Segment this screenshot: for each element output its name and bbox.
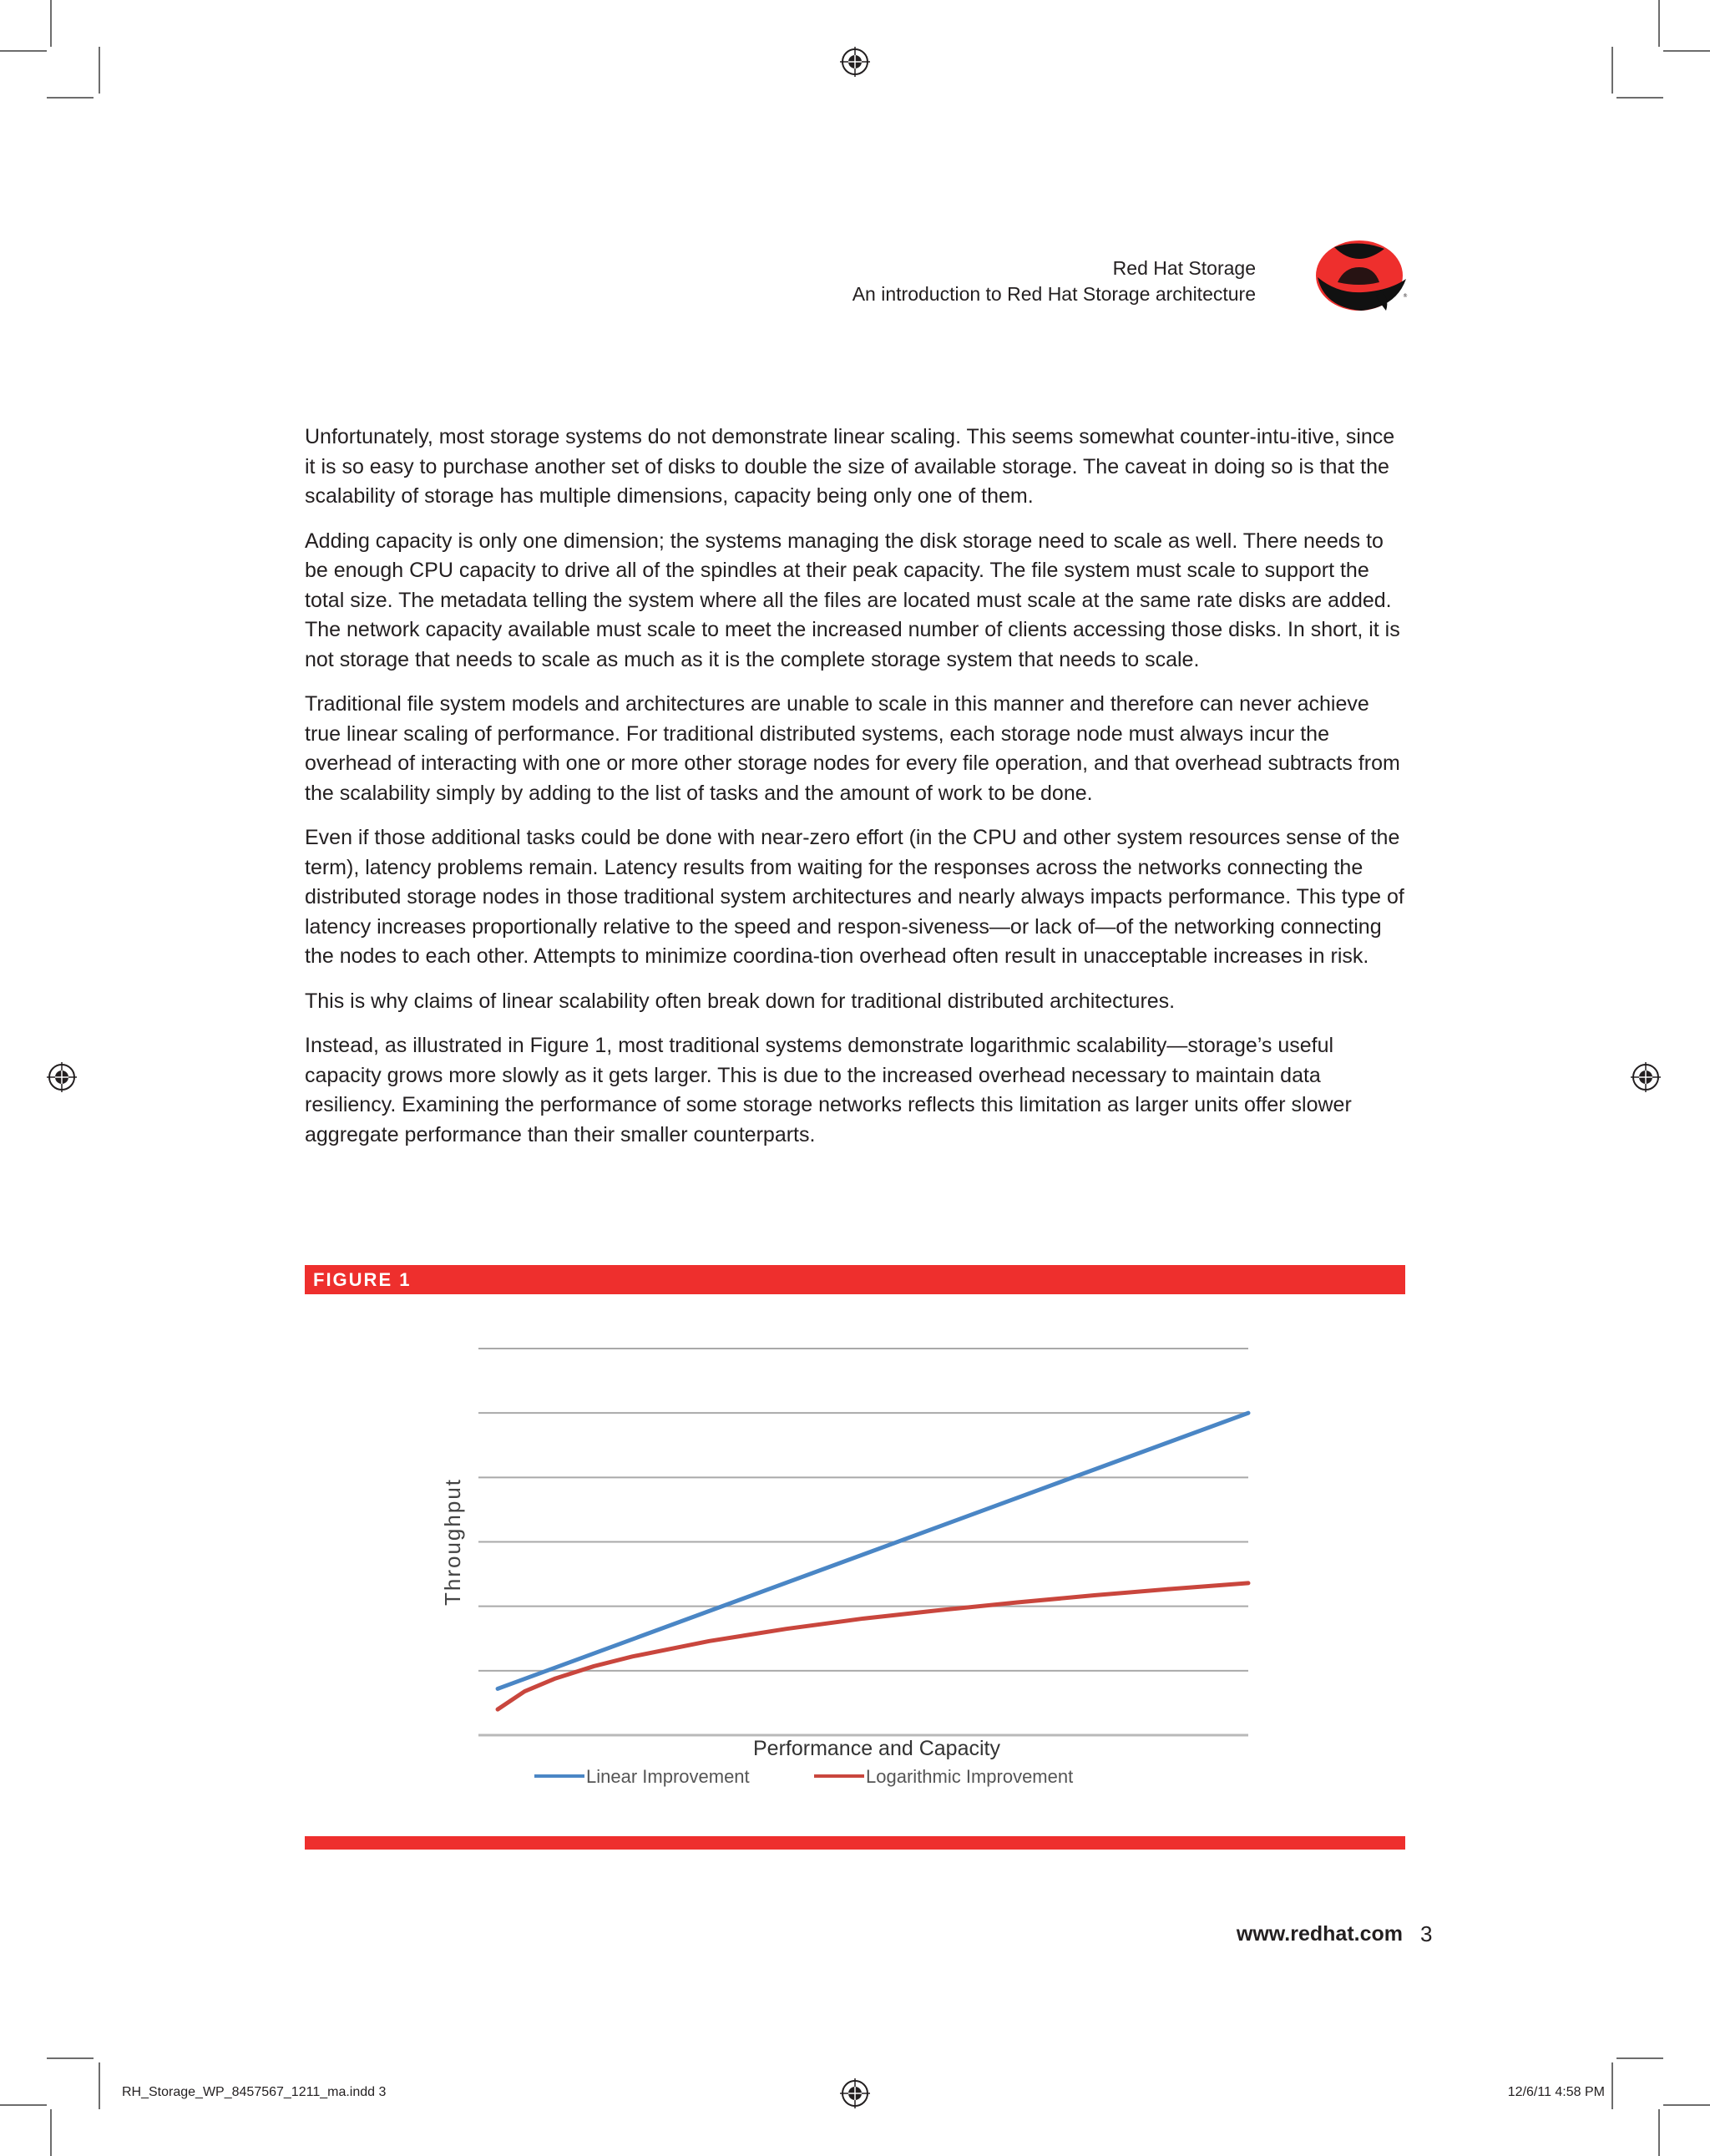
- crop-mark: [47, 2057, 94, 2059]
- registration-mark-icon: [47, 1062, 77, 1092]
- figure-label: FIGURE 1: [313, 1269, 412, 1290]
- registration-mark-icon: [1631, 1062, 1661, 1092]
- paragraph: Even if those additional tasks could be done with near-zero effort (in the CPU and other system resources sense of the term), latency problems remain. Latency results from waiting for the responses across the networks connecting the distributed storage nodes in those traditional system architectures and nearly always impacts performance. This type of latency increases proportionally relative to the speed and respon-siveness—or lack of—of the networking connecting the nodes to each other. Attempts to minimize coordina-tion overhead often result in unacceptable increases in risk.: [305, 826, 1404, 968]
- document-header: [852, 256, 1256, 307]
- crop-mark: [50, 0, 52, 47]
- crop-mark: [50, 2109, 52, 2156]
- series-line-linear-improvement: [498, 1413, 1248, 1688]
- figure-footer-bar: [305, 1836, 1405, 1850]
- crop-mark: [0, 50, 47, 52]
- crop-mark: [1658, 2109, 1660, 2156]
- paragraph: Traditional file system models and architectures are unable to scale in this manner and therefore can never achieve true linear scaling of performance. For traditional distributed systems, each storage node must always incur the overhead of interacting with one or more other storage nodes for every file operation, and that overhead subtracts from the scalability simply by adding to the list of tasks and the amount of work to be done.: [305, 692, 1400, 805]
- paragraph: This is why claims of linear scalability often break down for traditional distributed architectures.: [305, 989, 1176, 1013]
- crop-mark: [99, 2062, 100, 2109]
- crop-mark: [1611, 47, 1613, 94]
- crop-mark: [99, 47, 100, 94]
- paragraph: Adding capacity is only one dimension; the systems managing the disk storage need to scale as well. There needs to be enough CPU capacity to drive all of the spindles at their peak capacity. The file system must scale to support the total size. The metadata telling the system where all the files are located must scale at the same rate disks are added. The network capacity available must scale to meet the increased number of clients accessing those disks. In short, it is not storage that needs to scale as much as it is the complete storage system that needs to scale.: [305, 529, 1400, 671]
- registration-mark-icon: [840, 2078, 870, 2108]
- figure-header-bar: [305, 1265, 1405, 1294]
- paragraph: Unfortunately, most storage systems do not demonstrate linear scaling. This seems somewhat counter-intu-itive, since it is so easy to purchase another set of disks to double the size of available storage. The caveat in doing so is that the scalability of storage has multiple dimensions, capacity being only one of them.: [305, 425, 1395, 508]
- throughput-line-chart: [305, 1303, 1405, 1804]
- x-axis-label: Performance and Capacity: [753, 1737, 1000, 1760]
- series-layer: [498, 1413, 1248, 1709]
- svg-text:®: ®: [1403, 293, 1408, 299]
- body-copy: [305, 423, 1407, 1165]
- legend-label: Logarithmic Improvement: [866, 1766, 1074, 1787]
- crop-mark: [1663, 2104, 1710, 2106]
- crop-mark: [1616, 2057, 1663, 2059]
- page-number: 3: [1420, 1921, 1433, 1946]
- registration-mark-icon: [840, 47, 870, 77]
- y-axis-label: Throughput: [440, 1478, 465, 1606]
- legend-label: Linear Improvement: [586, 1766, 750, 1787]
- crop-mark: [1611, 2062, 1613, 2109]
- crop-mark: [47, 97, 94, 99]
- red-hat-logo-icon: [1313, 234, 1411, 316]
- crop-mark: [1616, 97, 1663, 99]
- crop-mark: [0, 2104, 47, 2106]
- crop-mark: [1658, 0, 1660, 47]
- slug-timestamp: 12/6/11 4:58 PM: [1507, 2085, 1605, 2099]
- slug-filename: RH_Storage_WP_8457567_1211_ma.indd 3: [122, 2085, 387, 2099]
- paragraph: Instead, as illustrated in Figure 1, most traditional systems demonstrate logarithmic scalability—storage’s useful capacity grows more slowly as it gets larger. This is due to the increased overhead necessary to maintain data resiliency. Examining the performance of some storage networks reflects this limitation as larger units offer slower aggregate performance than their smaller counterparts.: [305, 1034, 1352, 1146]
- chart-legend: [534, 1766, 1073, 1787]
- header-subtitle: An introduction to Red Hat Storage architecture: [852, 283, 1256, 305]
- grid-lines: [478, 1349, 1248, 1735]
- crop-mark: [1663, 50, 1710, 52]
- header-title: Red Hat Storage: [1112, 257, 1256, 279]
- footer-website: www.redhat.com: [1236, 1922, 1403, 1946]
